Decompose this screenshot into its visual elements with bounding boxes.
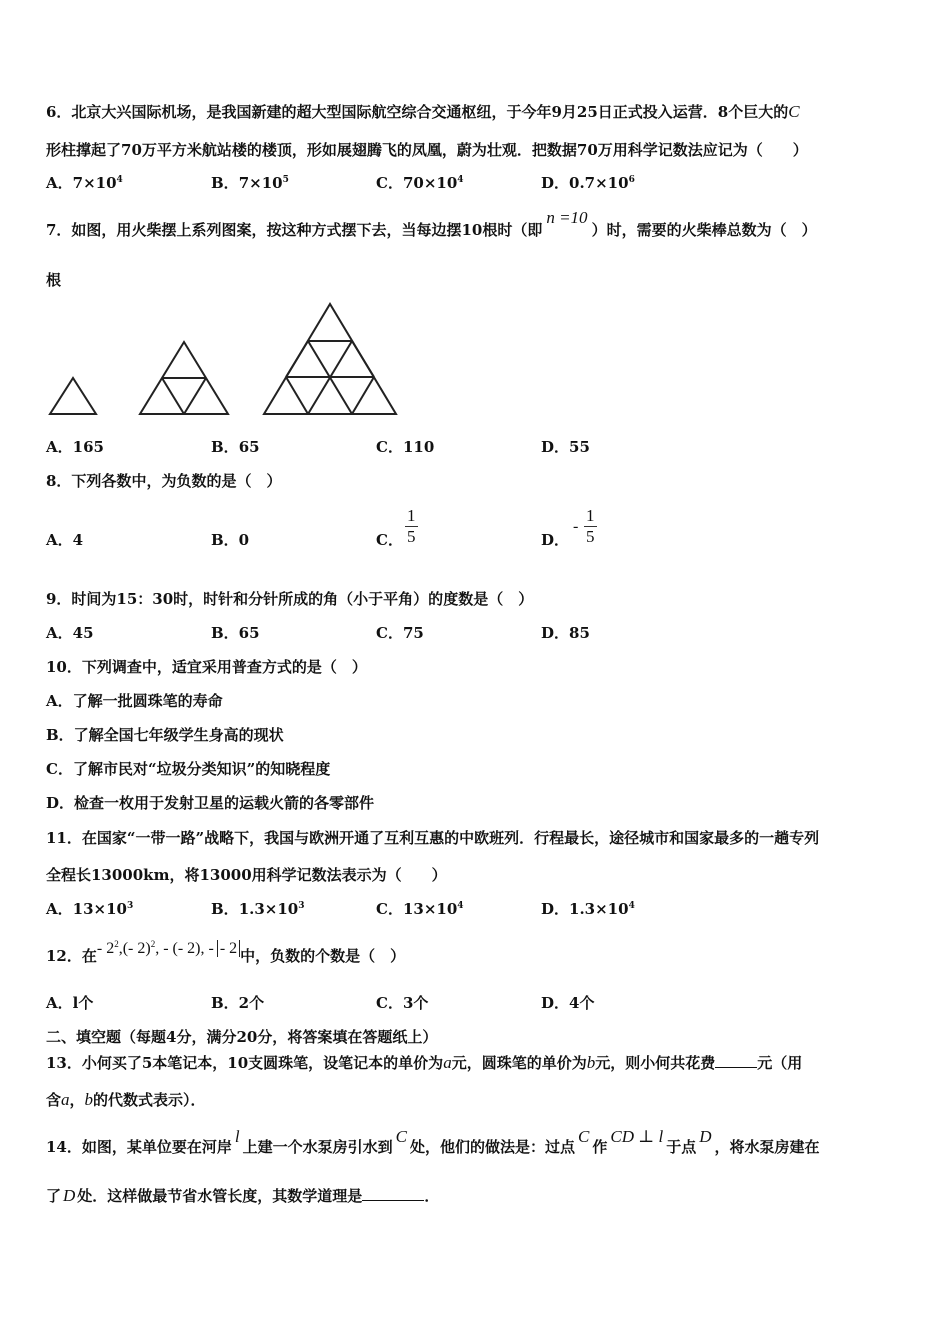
q6-var-c: C [788, 102, 800, 121]
q12-option-b: B．2个 [211, 994, 265, 1012]
q11-line2: 全程长13000km，将13000用科学记数法表示为（ ） [46, 866, 447, 884]
q13-line1: 13．小何买了5本笔记本，10支圆珠笔，设笔记本的单价为a元，圆珠笔的单价为b元，则小何共花费 元（用 [46, 1053, 803, 1072]
var-d: D [699, 1127, 712, 1146]
q9-option-c: C．75 [376, 624, 424, 642]
fraction-denominator: 5 [586, 527, 595, 546]
q6-line1: 6．北京大兴国际机场，是我国新建的超大型国际航空综合交通枢纽，于今年9月25日正式投入运营．8个巨大的C [46, 102, 800, 121]
q8-option-d-minus: - [573, 518, 579, 535]
answer-blank [715, 1053, 757, 1068]
q10-option-c: C．了解市民对“垃圾分类知识”的知晓程度 [46, 760, 331, 778]
q11-option-a: A．$13\times 10^3$ [46, 900, 134, 918]
q8-option-d-fraction [584, 506, 597, 547]
q7-line1: 7．如图，用火柴摆上系列图案，按这种方式摆下去，当每边摆10根时（即n =10）时，需要的火柴棒总数为（ ） [46, 208, 817, 239]
q9-option-b: B．65 [211, 624, 260, 642]
q9-option-d: D．85 [541, 624, 590, 642]
triangle-figure-3 [264, 304, 396, 414]
q12-expression: - $2^2,(-$ 2)$^2$, - (- 2), - - 2 [97, 940, 240, 957]
q7-line2: 根 [46, 271, 62, 289]
q11-option-d: D．$1.3\times 10^4$ [541, 900, 635, 918]
q8-question: 8．下列各数中，为负数的是（ ） [46, 472, 282, 490]
q6-option-a: A．$7\times 10^4$ [46, 174, 123, 192]
cd-perp-l: CD ⊥ l [610, 1127, 664, 1146]
q11-option-c: C．$13\times 10^4$ [376, 900, 464, 918]
q6-option-c: C．$70\times 10^4$ [376, 174, 464, 192]
q7-option-d: D．55 [541, 438, 590, 456]
answer-blank [362, 1186, 424, 1201]
q12-option-d: D．4个 [541, 994, 595, 1012]
var-b: b [586, 1053, 596, 1072]
q8-option-b: B．0 [211, 531, 250, 549]
q13-line2: 含a，b的代数式表示）． [46, 1090, 206, 1109]
q6-option-b: B．$7\times 10^5$ [211, 174, 289, 192]
q11-line1: 11．在国家“一带一路”战略下，我国与欧洲开通了互利互惠的中欧班列．行程最长，途径城市和国家最多的一趟专列 [46, 829, 820, 847]
triangle-figure-2 [140, 342, 228, 414]
fraction-numerator: 1 [407, 506, 416, 525]
q14-line1: 14．如图，某单位要在河岸l上建一个水泵房引水到C处，他们的做法是：过点C作CD ⊥ l于点D，将水泵房建在 [46, 1127, 820, 1156]
q6-line2: 形柱撑起了70万平方米航站楼的楼顶，形如展翅腾飞的凤凰，蔚为壮观．把数据70万用科学记数法应记为（ ） [46, 141, 808, 159]
q8-option-c-fraction [405, 506, 418, 547]
q8-option-a: A．4 [46, 531, 84, 549]
q7-option-a: A．165 [46, 438, 104, 456]
q8-option-c-label: C． [376, 531, 403, 549]
q12-question: 12．在- $2^2,(-$ 2)$^2$, - (- 2), - - 2 中，负数的个数是（ ） [46, 939, 406, 965]
fraction-denominator: 5 [407, 527, 416, 546]
q10-question: 10．下列调查中，适宜采用普查方式的是（ ） [46, 658, 367, 676]
triangle-figure-1 [50, 378, 96, 414]
q9-option-a: A．45 [46, 624, 94, 642]
q10-option-d: D．检查一枚用于发射卫星的运载火箭的各零部件 [46, 794, 375, 812]
q12-option-a: A．l个 [46, 994, 94, 1012]
q10-option-a: A．了解一批圆珠笔的寿命 [46, 692, 223, 710]
q9-question: 9．时间为15：30时，时针和分针所成的角（小于平角）的度数是（ ） [46, 590, 534, 608]
abs-value: - 2 [217, 940, 240, 957]
q12-option-c: C．3个 [376, 994, 429, 1012]
q10-option-b: B．了解全国七年级学生身高的现状 [46, 726, 284, 744]
q7-option-b: B．65 [211, 438, 260, 456]
q6-option-d: D．$0.7\times 10^6$ [541, 174, 635, 192]
q14-line2: 了 D 处．这样做最节省水管长度，其数学道理是 ． [46, 1186, 440, 1205]
fraction-numerator: 1 [586, 506, 595, 525]
q8-option-d-label: D． [541, 531, 570, 549]
q7-option-c: C．110 [376, 438, 435, 456]
section-2-title: 二、填空题（每题4分，满分20分，将答案填在答题纸上） [46, 1028, 438, 1046]
var-c: C [395, 1127, 407, 1146]
q11-option-b: B．$1.3\times 10^3$ [211, 900, 305, 918]
q7-n-expr: n =10 [546, 208, 588, 227]
var-l: l [234, 1127, 240, 1146]
matchstick-triangles-figure [46, 300, 406, 420]
var-a: a [443, 1053, 452, 1072]
